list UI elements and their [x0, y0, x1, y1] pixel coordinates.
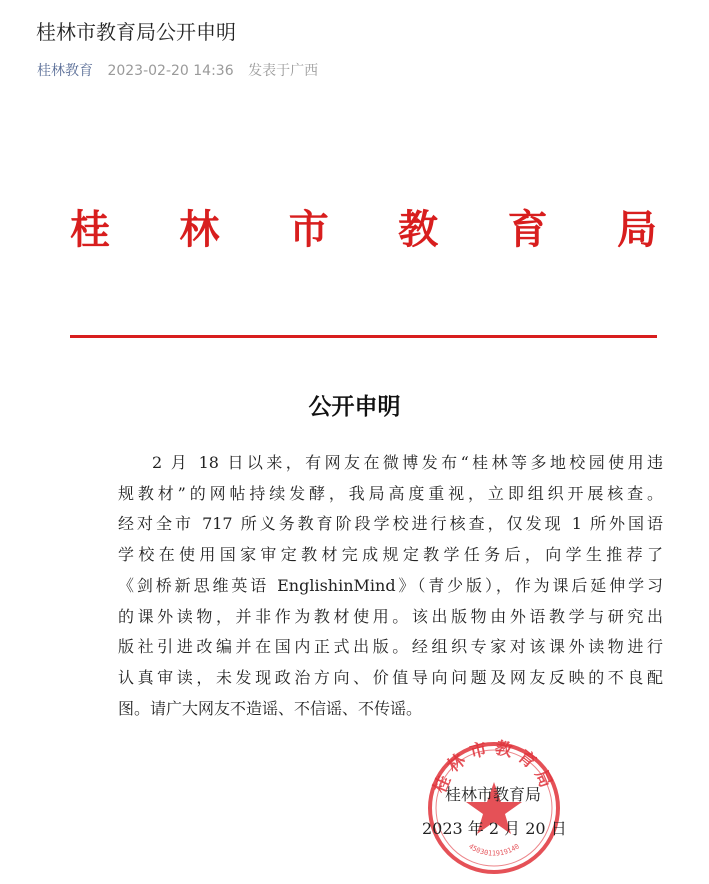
letterhead-char: 育 [507, 206, 548, 253]
body-line: 学校在使用国家审定教材完成规定教学任务后，向学生推荐了 [118, 545, 663, 565]
body-line: 版社引进改编并在国内正式出版。经组织专家对该课外读物进行 [118, 637, 663, 657]
svg-text:4503011919140 [467, 842, 521, 857]
body-line: 《剑桥新思维英语 EnglishinMind》（青少版），作为课后延伸学习 [118, 575, 663, 595]
article-title: 桂林市教育局公开申明 [36, 20, 236, 44]
article-meta [37, 60, 318, 80]
letterhead-char: 市 [288, 206, 329, 253]
signature-block [420, 782, 590, 842]
letterhead-char: 林 [179, 206, 220, 253]
body-line: 2 月 18 日以来，有网友在微博发布“桂林等多地校园使用违 [152, 453, 663, 472]
letterhead-char: 桂 [70, 206, 110, 253]
letterhead-char: 教 [398, 206, 439, 253]
body-line: 经对全市 717 所义务教育阶段学校进行核查，仅发现 1 所外国语 [118, 514, 663, 534]
body-line: 认真审读，未发现政治方向、价值导向问题及网友反映的不良配 [118, 667, 663, 687]
signature-date: 2023 年 2 月 20 日 [422, 819, 567, 838]
seal-arc-text: 桂林市教育局 [429, 738, 559, 797]
body-line: 的课外读物，并非作为教材使用。该出版物由外语教学与研究出 [118, 606, 663, 626]
body-line: 图。请广大网友不造谣、不信谣、不传谣。 [118, 698, 423, 718]
account-link[interactable]: 桂林教育 [37, 63, 93, 79]
document-title: 公开申明 [308, 393, 401, 420]
letterhead [70, 206, 657, 253]
signature-org: 桂林市教育局 [445, 785, 542, 804]
seal-code: 4503011919140 [467, 842, 521, 858]
letterhead-divider [70, 335, 657, 338]
publish-date: 2023-02-20 14:36 [107, 63, 234, 79]
body-line: 规教材”的网帖持续发酵，我局高度重视，立即组织开展核查。 [118, 483, 663, 503]
letterhead-char: 局 [616, 206, 657, 253]
publish-location: 发表于广西 [248, 63, 319, 79]
document-body [118, 448, 663, 724]
